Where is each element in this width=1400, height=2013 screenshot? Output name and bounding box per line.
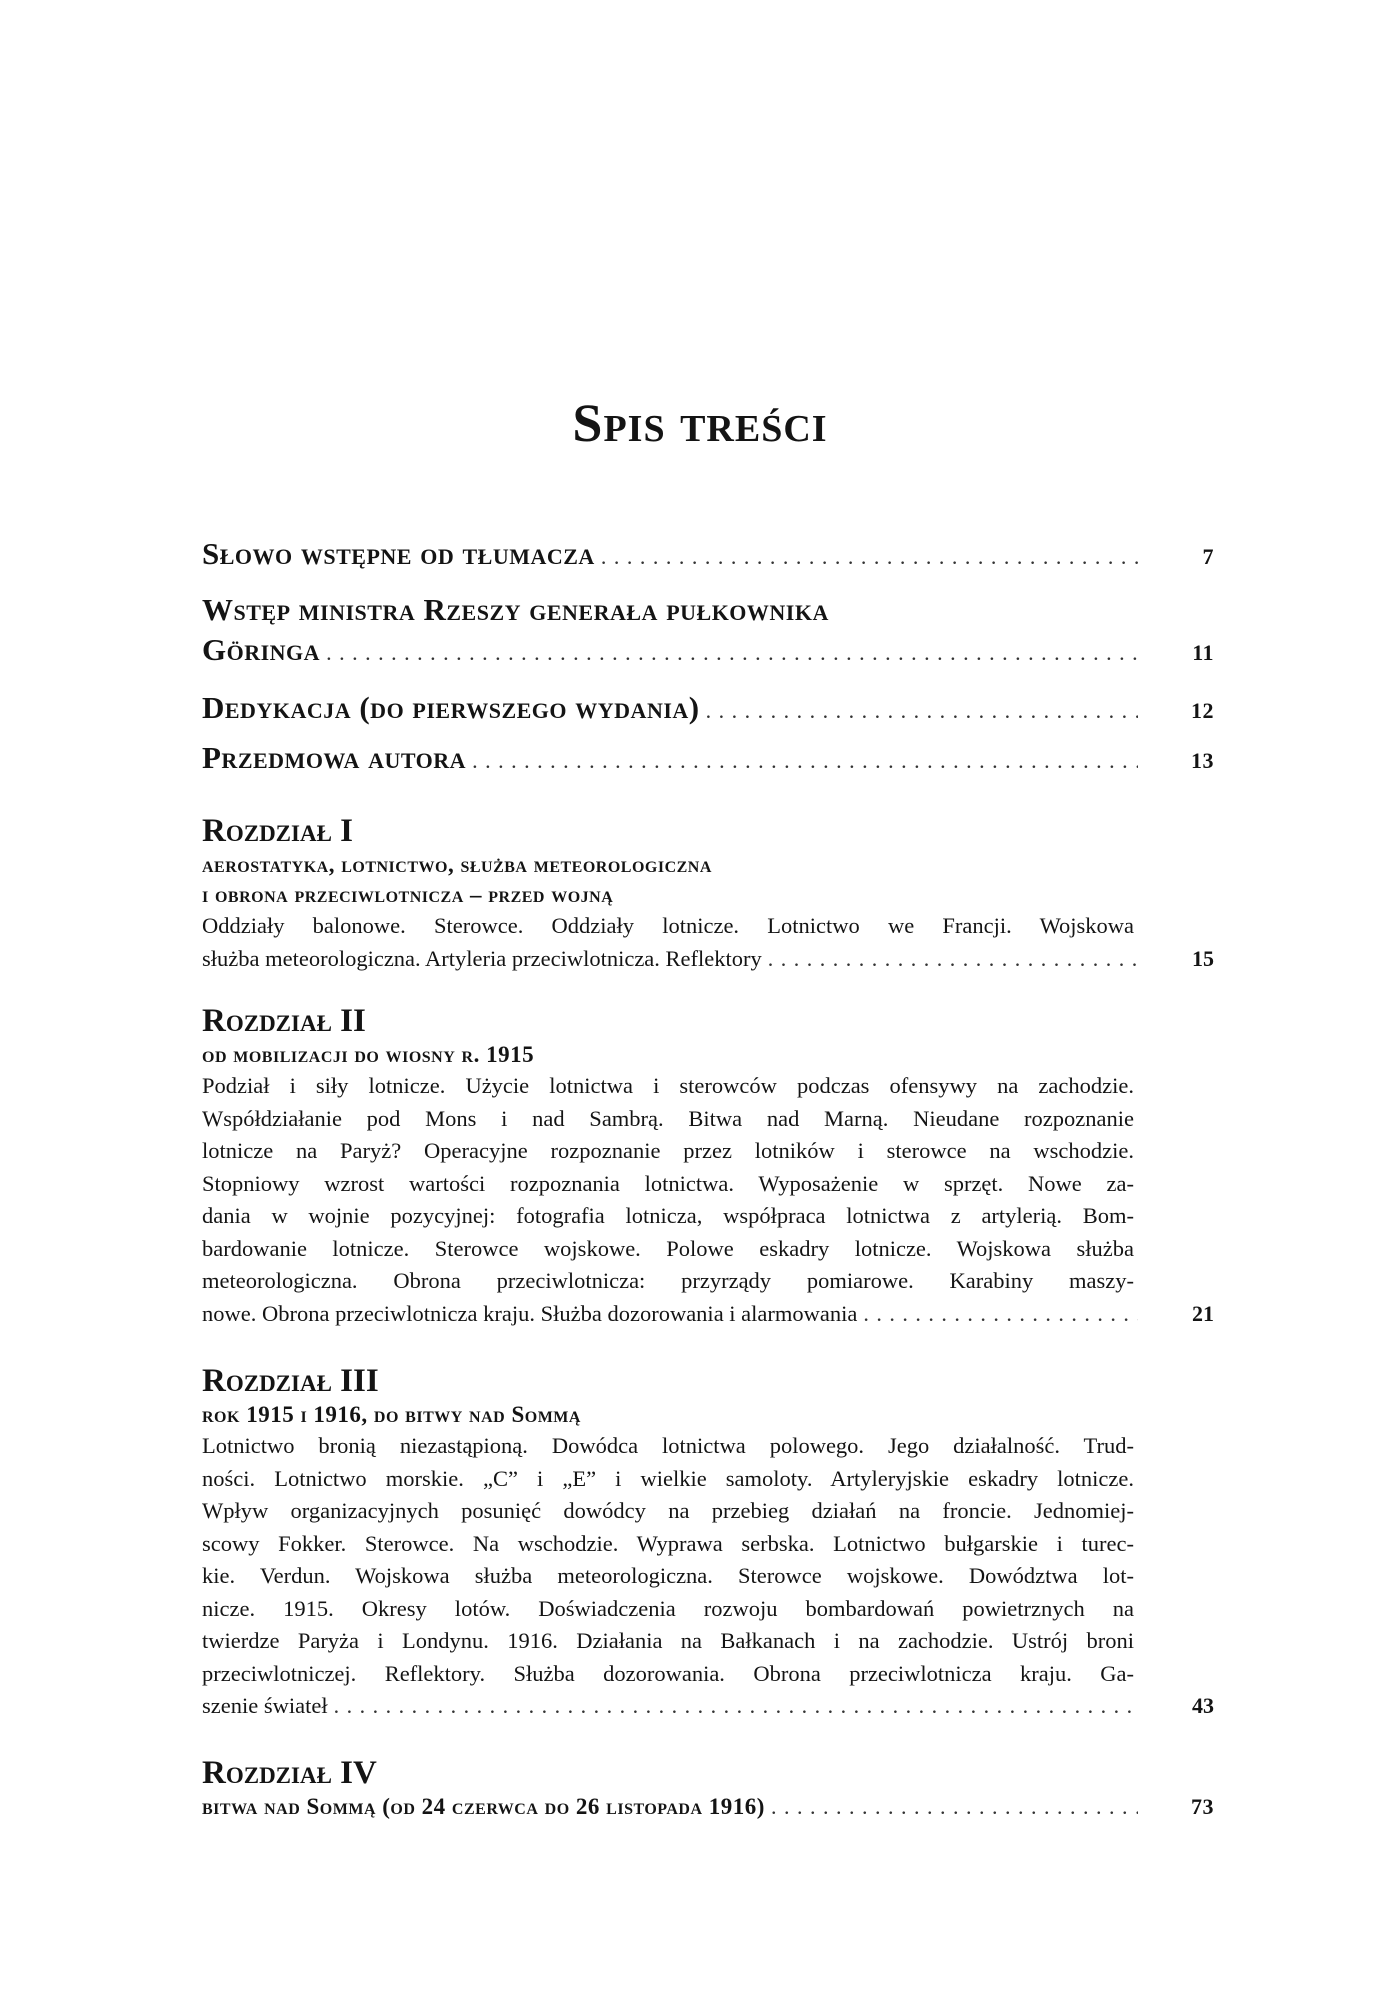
toc-entry[interactable] bbox=[202, 740, 1214, 776]
chapter-subtitle: aerostatyka, lotnictwo, służba meteorologiczna bbox=[202, 852, 712, 877]
entry-title: Przedmowa autora bbox=[202, 740, 467, 775]
dot-leader bbox=[334, 1690, 1138, 1723]
entry-title-line1: Wstęp ministra Rzeszy generała pułkownika bbox=[202, 592, 829, 627]
page-number: 43 bbox=[1192, 1693, 1214, 1718]
chapter-description: Współdziałanie pod Mons i nad Sambrą. Bitwa nad Marną. Nieudane rozpoznanie bbox=[202, 1105, 1134, 1131]
page-number: 11 bbox=[1192, 640, 1214, 665]
entry-title-line2: Göringa bbox=[202, 632, 321, 667]
chapter-subtitle: od mobilizacji do wiosny r. 1915 bbox=[202, 1042, 535, 1067]
chapter-entry[interactable] bbox=[202, 1362, 1214, 1723]
dot-leader bbox=[601, 544, 1138, 570]
chapter-description: lotnicze na Paryż? Operacyjne rozpoznanie przez lotników i sterowce na wschodzie. bbox=[202, 1138, 1134, 1163]
chapter-subtitle: rok 1915 i 1916, do bitwy nad Sommą bbox=[202, 1402, 581, 1427]
chapter-description: kie. Verdun. Wojskowa służba meteorologiczna. Sterowce wojskowe. Dowództwa lot- bbox=[202, 1563, 1134, 1588]
page-number: 13 bbox=[1191, 748, 1214, 773]
dot-leader bbox=[771, 1792, 1138, 1822]
toc-entry[interactable] bbox=[202, 592, 1214, 668]
chapter-label: Rozdział I bbox=[202, 813, 354, 849]
chapter-description: Oddziały balonowe. Sterowce. Oddziały lotnicze. Lotnictwo we Francji. Wojskowa bbox=[202, 913, 1134, 938]
chapter-entry[interactable] bbox=[202, 1002, 1214, 1330]
chapter-description: bardowanie lotnicze. Sterowce wojskowe. Polowe eskadry lotnicze. Wojskowa służba bbox=[202, 1235, 1134, 1261]
chapter-entry[interactable] bbox=[202, 812, 1214, 975]
chapter-description: dania w wojnie pozycyjnej: fotografia lotnicza, współpraca lotnictwa z artylerią. Bom- bbox=[202, 1203, 1134, 1228]
toc-entry[interactable] bbox=[202, 690, 1214, 726]
chapter-description: Lotnictwo bronią niezastąpioną. Dowódca lotnictwa polowego. Jego działalność. Trud- bbox=[202, 1433, 1134, 1458]
chapter-description: przeciwlotniczej. Reflektory. Służba dozorowania. Obrona przeciwlotnicza kraju. Ga- bbox=[202, 1660, 1134, 1686]
chapter-subtitle: i obrona przeciwlotnicza – przed wojną bbox=[202, 882, 614, 907]
entry-title: Dedykacja (do pierwszego wydania) bbox=[202, 690, 700, 725]
page-number: 15 bbox=[1192, 945, 1214, 971]
page-number: 7 bbox=[1202, 544, 1214, 569]
chapter-description: meteorologiczna. Obrona przeciwlotnicza: przyrządy pomiarowe. Karabiny maszy- bbox=[202, 1268, 1134, 1293]
chapter-description-last: służba meteorologiczna. Artyleria przeciwlotnicza. Reflektory bbox=[202, 945, 762, 971]
dot-leader bbox=[326, 640, 1138, 666]
chapter-description: nicze. 1915. Okresy lotów. Doświadczenia rozwoju bombardowań powietrznych na bbox=[202, 1595, 1134, 1621]
page-title: Spis treści bbox=[572, 393, 828, 453]
dot-leader bbox=[863, 1298, 1138, 1331]
chapter-description-last: nowe. Obrona przeciwlotnicza kraju. Służba dozorowania i alarmowania bbox=[202, 1300, 858, 1326]
chapter-description: Wpływ organizacyjnych posunięć dowódcy na przebieg działań na froncie. Jednomiej- bbox=[202, 1498, 1134, 1523]
chapter-description: scowy Fokker. Sterowce. Na wschodzie. Wyprawa serbska. Lotnictwo bułgarskie i turec- bbox=[202, 1530, 1134, 1556]
chapter-description: ności. Lotnictwo morskie. „C” i „E” i wielkie samoloty. Artyleryjskie eskadry lotnicze. bbox=[202, 1465, 1134, 1491]
chapter-description: Podział i siły lotnicze. Użycie lotnictwa i sterowców podczas ofensywy na zachodzie. bbox=[202, 1073, 1134, 1098]
page-number: 73 bbox=[1191, 1794, 1214, 1819]
chapter-subtitle: bitwa nad Sommą (od 24 czerwca do 26 listopada 1916) bbox=[202, 1794, 765, 1819]
dot-leader bbox=[768, 943, 1138, 976]
chapter-entry[interactable] bbox=[202, 1754, 1214, 1822]
entry-title: Słowo wstępne od tłumacza bbox=[202, 536, 595, 571]
chapter-description: twierdze Paryża i Londynu. 1916. Działania na Bałkanach i na zachodzie. Ustrój broni bbox=[202, 1628, 1134, 1653]
chapter-label: Rozdział II bbox=[202, 1003, 366, 1039]
chapter-label: Rozdział III bbox=[202, 1363, 379, 1399]
chapter-label: Rozdział IV bbox=[202, 1755, 377, 1791]
dot-leader bbox=[472, 748, 1138, 774]
page-number: 21 bbox=[1192, 1300, 1214, 1326]
chapter-description: Stopniowy wzrost wartości rozpoznania lotnictwa. Wyposażenie w sprzęt. Nowe za- bbox=[202, 1170, 1134, 1196]
dot-leader bbox=[706, 698, 1138, 724]
toc-entry[interactable] bbox=[202, 536, 1214, 572]
chapter-description-last: szenie świateł bbox=[202, 1693, 328, 1718]
page-number: 12 bbox=[1191, 698, 1214, 723]
